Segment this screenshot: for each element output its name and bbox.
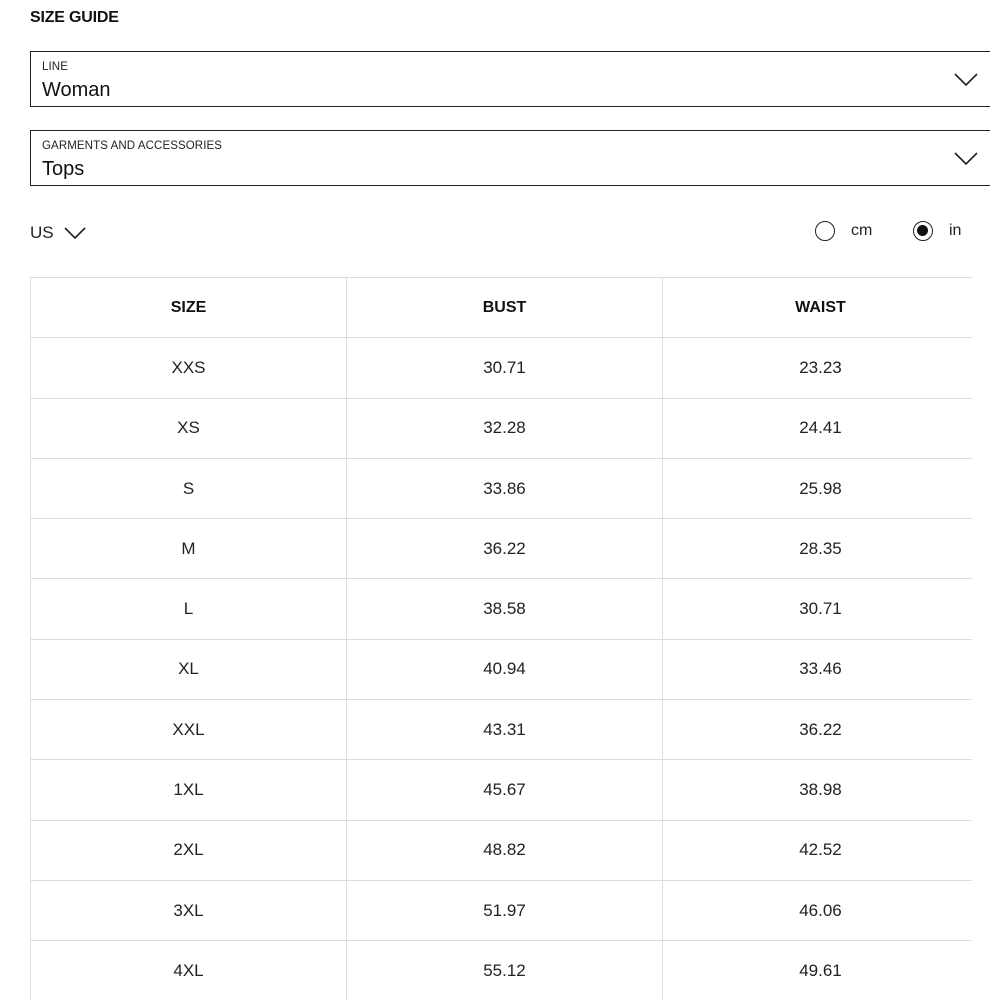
cm-radio[interactable] xyxy=(815,221,835,241)
waist-cell: 46.06 xyxy=(663,880,973,940)
bust-cell: 40.94 xyxy=(347,639,663,699)
waist-cell: 25.98 xyxy=(663,458,973,518)
bust-cell: 30.71 xyxy=(347,338,663,398)
bust-cell: 55.12 xyxy=(347,941,663,1000)
size-cell: 1XL xyxy=(31,760,347,820)
table-row xyxy=(31,639,973,699)
bust-cell: 45.67 xyxy=(347,760,663,820)
column-header-size: SIZE xyxy=(31,278,347,338)
table-row xyxy=(31,579,973,639)
line-select-value: Woman xyxy=(42,79,111,101)
waist-cell: 28.35 xyxy=(663,519,973,579)
line-select[interactable] xyxy=(30,51,990,107)
bust-cell: 51.97 xyxy=(347,880,663,940)
size-table-container xyxy=(30,277,972,1000)
bust-cell: 38.58 xyxy=(347,579,663,639)
unit-option-cm[interactable] xyxy=(815,218,872,244)
waist-cell: 38.98 xyxy=(663,760,973,820)
column-header-waist: WAIST xyxy=(663,278,973,338)
size-cell: XS xyxy=(31,398,347,458)
size-table xyxy=(30,277,972,1000)
size-cell: S xyxy=(31,458,347,518)
unit-option-in[interactable] xyxy=(913,218,961,244)
waist-cell: 33.46 xyxy=(663,639,973,699)
table-row xyxy=(31,519,973,579)
waist-cell: 23.23 xyxy=(663,338,973,398)
bust-cell: 32.28 xyxy=(347,398,663,458)
bust-cell: 33.86 xyxy=(347,458,663,518)
table-row xyxy=(31,398,973,458)
waist-cell: 24.41 xyxy=(663,398,973,458)
size-cell: XXL xyxy=(31,700,347,760)
cm-label: cm xyxy=(851,222,873,239)
bust-cell: 48.82 xyxy=(347,820,663,880)
garments-select-label: GARMENTS AND ACCESSORIES xyxy=(42,140,223,152)
region-label: US xyxy=(30,223,54,242)
chevron-down-icon xyxy=(64,227,86,240)
size-cell: 4XL xyxy=(31,941,347,1000)
garments-select-value: Tops xyxy=(42,158,85,180)
waist-cell: 30.71 xyxy=(663,579,973,639)
table-row xyxy=(31,338,973,398)
waist-cell: 42.52 xyxy=(663,820,973,880)
waist-cell: 49.61 xyxy=(663,941,973,1000)
bust-cell: 43.31 xyxy=(347,700,663,760)
size-cell: M xyxy=(31,519,347,579)
table-row xyxy=(31,760,973,820)
size-cell: XL xyxy=(31,639,347,699)
region-dropdown[interactable] xyxy=(30,220,86,246)
chevron-down-icon xyxy=(954,152,978,166)
table-row xyxy=(31,941,973,1000)
table-row xyxy=(31,458,973,518)
table-row xyxy=(31,880,973,940)
bust-cell: 36.22 xyxy=(347,519,663,579)
size-cell: L xyxy=(31,579,347,639)
size-cell: XXS xyxy=(31,338,347,398)
line-select-label: LINE xyxy=(42,61,68,73)
garments-select[interactable] xyxy=(30,130,990,186)
table-row xyxy=(31,820,973,880)
size-cell: 2XL xyxy=(31,820,347,880)
size-cell: 3XL xyxy=(31,880,347,940)
table-header-row xyxy=(31,278,973,338)
table-row xyxy=(31,700,973,760)
in-radio[interactable] xyxy=(913,221,933,241)
chevron-down-icon xyxy=(954,73,978,87)
column-header-bust: BUST xyxy=(347,278,663,338)
page-title: SIZE GUIDE xyxy=(30,9,119,26)
in-label: in xyxy=(949,222,962,239)
waist-cell: 36.22 xyxy=(663,700,973,760)
